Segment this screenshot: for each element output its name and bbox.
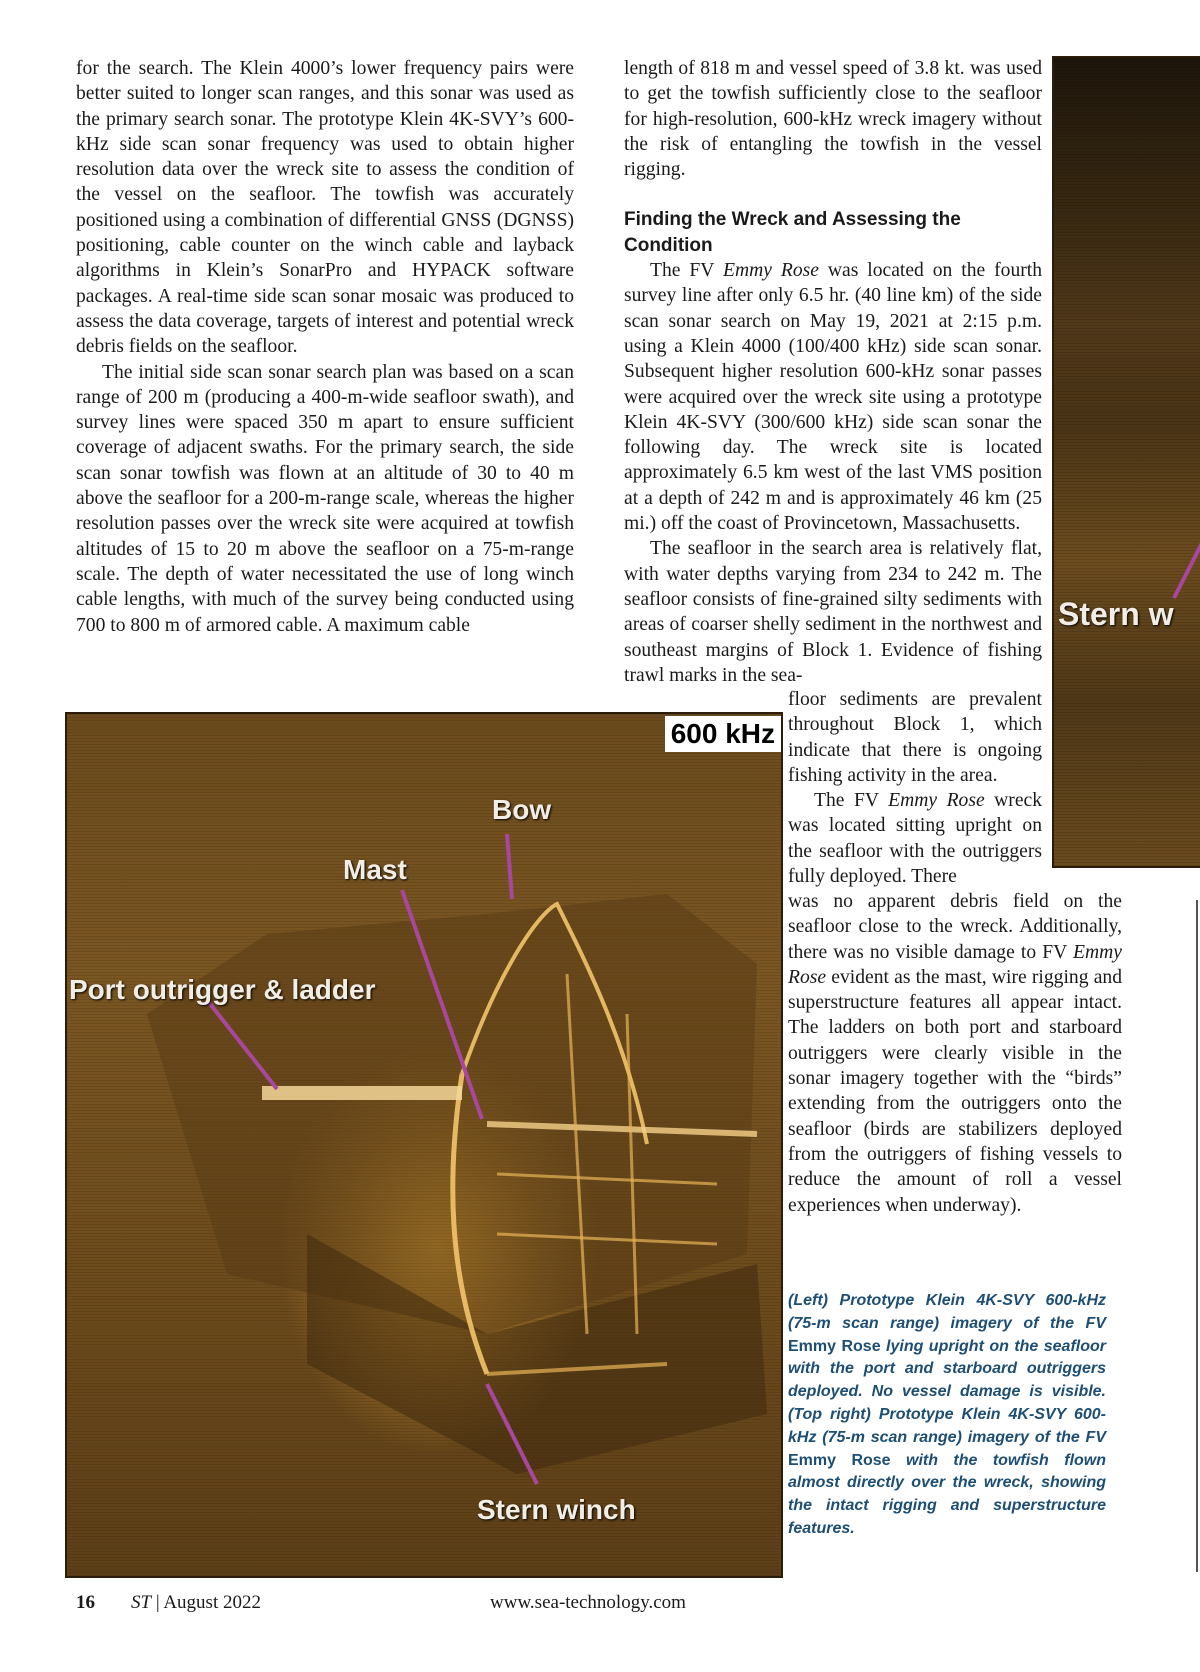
sonar-right-drawing: [1054, 58, 1200, 866]
caption-vessel-name: Emmy Rose: [788, 1337, 881, 1355]
vessel-name: Emmy Rose: [723, 260, 819, 282]
paragraph: [788, 788, 1042, 889]
issue-date: | August 2022: [151, 1592, 261, 1613]
magazine-issue: [131, 1592, 261, 1614]
sonar-image-right: [1052, 56, 1200, 868]
section-heading: Finding the Wreck and Assessing the Condition: [624, 209, 961, 256]
middle-column: [624, 56, 1042, 688]
figure-border: [1196, 900, 1198, 1572]
paragraph: The initial side scan sonar search plan was based on a scan range of 200 m (producing a 400-m-wide seafloor swath), and survey lines were spaced 350 m apart to ensure sufficient coverage of adjacent swaths. For the primary search, the side scan sonar towfish was flown at an altitude of 30 to 40 m above the seafloor for a 200-m-range scale, whereas the higher resolution passes over the wreck site were acquired at towfish altitudes of 15 to 20 m above the seafloor on a 75-m-range scale. The depth of water necessitated the use of long winch cable lengths, with much of the survey being conducted using 700 to 800 m of armored cable. A maximum cable: [76, 361, 574, 636]
text-run: The FV: [814, 790, 889, 812]
website-url: www.sea-technology.com: [490, 1592, 686, 1613]
middle-column-wide: [788, 889, 1122, 1218]
text-run: The FV: [650, 260, 723, 282]
left-column: [76, 56, 574, 638]
paragraph: length of 818 m and vessel speed of 3.8 kt. was used to get the towfish sufficiently close to the seafloor for high-resolution, 600-kHz wreck imagery without the risk of entangling the towfish in the vessel rigging.: [624, 58, 1042, 181]
paragraph: [624, 258, 1042, 536]
caption-text: with the towfish flown almost directly over the wreck, showing the intact rigging and superstructure features.: [788, 1451, 1107, 1537]
vessel-name: Emmy Rose: [888, 790, 985, 812]
figure-caption: [788, 1290, 1106, 1541]
paragraph: [788, 889, 1122, 1218]
page-number: 16: [76, 1592, 95, 1613]
text-run: wreck was located sitting upright on the seafloor with the outriggers fully deployed. There: [788, 790, 1043, 888]
caption-text: lying upright on the seafloor with the port and starboard outriggers deployed. No vessel damage is visible. (Top right) Prototype Klein 4K-SVY 600-kHz (75-m scan range) imagery of the FV: [788, 1337, 1106, 1446]
text-run: was located on the fourth survey line after only 6.5 hr. (40 line km) of the side scan sonar search on May 19, 2021 at 2:15 p.m. using a Klein 4000 (100/400 kHz) side scan sonar. Subsequent higher resolution 600-kHz sonar passes were acquired over the wreck site using a prototype Klein 4K-SVY (300/600 kHz) side scan sonar the following day. The wreck site is located approximately 6.5 km west of the last VMS position at a depth of 242 m and is approximately 46 km (25 mi.) off the coast of Provincetown, Massachusetts.: [624, 260, 1043, 535]
bow-label: Bow: [492, 794, 552, 825]
vessel-name: Emmy Rose: [788, 941, 1122, 988]
paragraph: The seafloor in the search area is relatively flat, with water depths varying from 234 to 242 m. The seafloor consists of fine-grained silty sediments with areas of coarser shelly sediment in the northwest and southeast margins of Block 1. Evidence of fishing trawl marks in the sea-: [624, 538, 1042, 686]
frequency-label: 600 kHz: [665, 716, 781, 752]
caption-text: (Left) Prototype Klein 4K-SVY 600-kHz (75-m scan range) imagery of the FV: [788, 1292, 1106, 1332]
paragraph: for the search. The Klein 4000’s lower frequency pairs were better suited to longer scan ranges, and this sonar was used as the primary search sonar. The prototype Klein 4K-SVY’s 600-kHz side scan sonar frequency was used to obtain higher resolution data over the wreck site to assess the condition of the vessel on the seafloor. The towfish was accurately positioned using a combination of differential GNSS (DGNSS) positioning, cable counter on the winch cable and layback algorithms in Klein’s SonarPro and HYPACK software packages. A real-time side scan sonar mosaic was produced to assess the data coverage, targets of interest and potential wreck debris fields on the seafloor.: [76, 58, 574, 358]
text-run: evident as the mast, wire rigging and superstructure features all appear intact. The ladders on both port and starboard outriggers were clearly visible in the sonar imagery together with the “birds” extending from the outriggers onto the seafloor (birds are stabilizers deployed from the outriggers of fishing vessels to reduce the amount of roll a vessel experiences when underway).: [788, 966, 1122, 1216]
page-footer: [76, 1592, 1106, 1620]
caption-vessel-name: Emmy Rose: [788, 1451, 891, 1469]
stern-winch-label-right: Stern w: [1058, 596, 1174, 632]
arrow-stern-right: [1174, 543, 1200, 598]
arrow-bow: [507, 834, 512, 899]
stern-winch-label: Stern winch: [477, 1494, 636, 1525]
port-outrigger-label: Port outrigger & ladder: [69, 974, 376, 1005]
mast-label: Mast: [343, 854, 407, 885]
sonar-image-left: [65, 712, 783, 1578]
text-run: was no apparent debris field on the seafloor close to the wreck. Additionally, there was no visible damage to FV: [788, 891, 1122, 963]
paragraph: floor sediments are prevalent throughout Block 1, which indicate that there is ongoing fishing activity in the area.: [788, 689, 1042, 786]
middle-column-continued: [788, 687, 1042, 889]
magazine-abbrev: ST: [131, 1592, 152, 1613]
sonar-wreck-drawing: [67, 714, 781, 1576]
